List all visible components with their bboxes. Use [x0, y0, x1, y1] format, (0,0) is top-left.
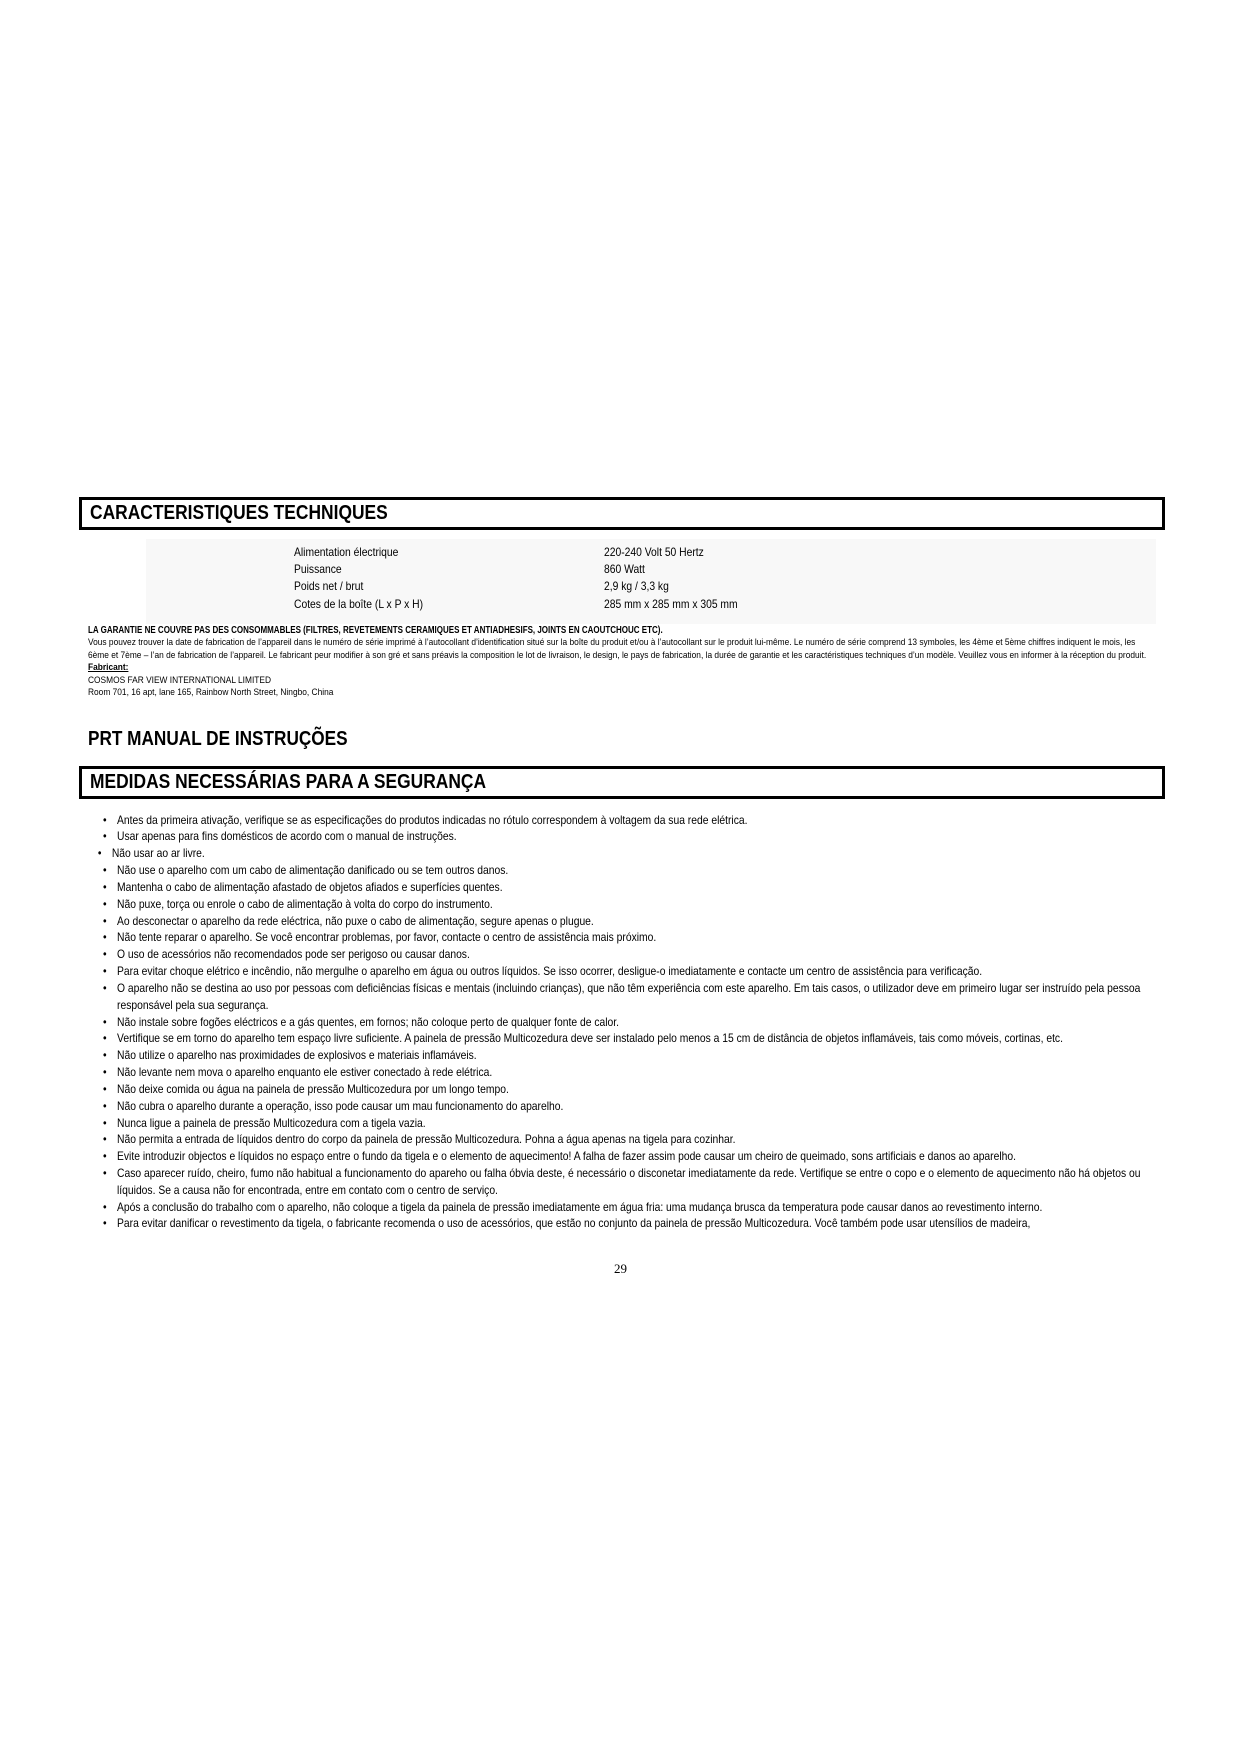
bullet-icon: •	[103, 1132, 107, 1147]
list-item-text: Não levante nem mova o aparelho enquanto ele estiver conectado à rede elétrica.	[117, 1065, 493, 1080]
bullet-icon: •	[103, 829, 107, 844]
bullet-icon: •	[103, 947, 107, 962]
list-item	[103, 1098, 1160, 1115]
spec-row-power-supply	[294, 544, 994, 561]
bullet-icon: •	[103, 1199, 107, 1214]
list-item-text: O aparelho não se destina ao uso por pessoas com deficiências físicas e mentais (incluindo crianças), que não têm experiência com este aparelho. Em tais casos, o utilizador deve em primeiro lugar ser instruído pela pessoa responsável pela sua segurança.	[117, 980, 1141, 1012]
bullet-icon: •	[103, 980, 107, 995]
list-item-text: Não tente reparar o aparelho. Se você encontrar problemas, por favor, contacte o centro de assistência mais próximo.	[117, 930, 657, 945]
spec-label: Puissance	[294, 562, 342, 577]
warranty-info-paragraph: Vous pouvez trouver la date de fabrication de l’appareil dans le numéro de série imprimé à l’autocollant d’identification situé sur la boîte du produit et/ou à l’autocollant sur le produit lui-même. Le numéro de série comprend 13 symboles, les 4ème et 5ème chiffres indiquent le mois, les 6ème et 7ème – l’an de fabrication de l’appareil. Le fabricant peur modifier à son gré et sans préavis la composition le lot de livraison, le design, le pays de fabrication, la durée de garantie et les caractéristiques techniques d’un modèle. Veuillez vous en informer à la réception du produit.	[88, 637, 1147, 661]
list-item	[103, 1115, 1160, 1132]
tech-specs-header-box	[79, 497, 1165, 530]
list-item	[103, 1215, 1160, 1232]
bullet-icon: •	[103, 1014, 107, 1029]
bullet-icon: •	[97, 846, 102, 861]
list-item	[103, 879, 1160, 896]
list-item-text: Não utilize o aparelho nas proximidades de explosivos e materiais inflamáveis.	[117, 1048, 477, 1063]
spec-value: 285 mm x 285 mm x 305 mm	[604, 596, 738, 611]
list-item	[103, 862, 1160, 879]
list-item-text: Usar apenas para fins domésticos de acordo com o manual de instruções.	[117, 829, 457, 844]
list-item	[103, 1014, 1160, 1031]
manufacturer-name: COSMOS FAR VIEW INTERNATIONAL LIMITED	[88, 674, 272, 686]
list-item-text: Caso aparecer ruído, cheiro, fumo não habitual a funcionamento do apareho ou falha óbvia deste, é necessário o disconetar imediatamente da rede. Vertifique se entre o copo e o elemento de aquecimento não há objetos ou líquidos. Se a causa não for encontrada, entre em contato com o centro de serviço.	[117, 1165, 1141, 1197]
list-item-text: Não deixe comida ou água na painela de pressão Multicozedura por um longo tempo.	[117, 1081, 509, 1096]
warranty-notice: LA GARANTIE NE COUVRE PAS DES CONSOMMABLES (FILTRES, REVETEMENTS CERAMIQUES ET ANTIADHESIFS, JOINTS EN CAOUTCHOUC ETC).	[88, 625, 663, 636]
list-item-text: Nunca ligue a painela de pressão Multicozedura com a tigela vazia.	[117, 1115, 426, 1130]
bullet-icon: •	[103, 1216, 107, 1231]
list-item-text: O uso de acessórios não recomendados pode ser perigoso ou causar danos.	[117, 947, 470, 962]
list-item	[103, 980, 1160, 1014]
spec-label: Alimentation électrique	[294, 545, 399, 559]
tech-specs-title: CARACTERISTIQUES TECHNIQUES	[90, 502, 388, 524]
manufacturer-label: Fabricant:	[88, 662, 129, 674]
list-item-text: Para evitar danificar o revestimento da tigela, o fabricante recomenda o uso de acessórios, que estão no conjunto da painela de pressão Multicozedura. Você também pode usar utensílios de madeira,	[117, 1216, 1031, 1231]
list-item-text: Não instale sobre fogões eléctricos e a gás quentes, em fornos; não coloque perto de qualquer fonte de calor.	[117, 1014, 620, 1029]
bullet-icon: •	[103, 930, 107, 945]
safety-header-box	[79, 766, 1165, 799]
list-item	[103, 1148, 1160, 1165]
list-item	[103, 896, 1160, 913]
bullet-icon: •	[103, 1048, 107, 1063]
list-item	[103, 963, 1160, 980]
list-item	[103, 1199, 1160, 1216]
bullet-icon: •	[103, 812, 107, 827]
bullet-icon: •	[103, 964, 107, 979]
spec-row-box-dimensions	[294, 596, 994, 613]
list-item	[103, 1131, 1160, 1148]
list-item	[103, 1081, 1160, 1098]
list-item	[103, 929, 1160, 946]
spec-row-power	[294, 561, 994, 578]
manufacturer-address: Room 701, 16 apt, lane 165, Rainbow North Street, Ningbo, China	[88, 687, 334, 699]
bullet-icon: •	[103, 1165, 107, 1180]
manual-title: PRT MANUAL DE INSTRUÇÕES	[88, 728, 348, 750]
safety-list	[97, 812, 1160, 1233]
tech-specs-table	[294, 544, 994, 613]
bullet-icon: •	[103, 863, 107, 878]
list-item-text: Não permita a entrada de líquidos dentro do corpo da painela de pressão Multicozedura. Pohna a água apenas na tigela para cozinhar.	[117, 1132, 736, 1147]
spec-value: 220-240 Volt 50 Hertz	[604, 545, 704, 559]
warranty-info-block	[88, 637, 1156, 700]
bullet-icon: •	[103, 879, 107, 894]
bullet-icon: •	[103, 1098, 107, 1113]
list-item-text: Não cubra o aparelho durante a operação, isso pode causar um mau funcionamento do aparelho.	[117, 1098, 564, 1113]
list-item	[103, 1165, 1160, 1199]
list-item-text: Não usar ao ar livre.	[111, 846, 205, 861]
bullet-icon: •	[103, 1065, 107, 1080]
list-item-text: Vertifique se em torno do aparelho tem espaço livre suficiente. A painela de pressão Multicozedura deve ser instalado pelo menos a 15 cm de distância de objetos inflamáveis, tais como móveis, cortinas, etc.	[117, 1031, 1063, 1046]
list-item-text: Antes da primeira ativação, verifique se as especificações do produtos indicadas no rótulo correspondem à voltagem da sua rede elétrica.	[117, 812, 748, 827]
list-item	[103, 1030, 1160, 1047]
bullet-icon: •	[103, 1115, 107, 1130]
bullet-icon: •	[103, 896, 107, 911]
bullet-icon: •	[103, 1031, 107, 1046]
list-item-text: Evite introduzir objectos e líquidos no espaço entre o fundo da tigela e o elemento de aquecimento! A falha de fazer assim pode causar um cheiro de queimado, sons artificiais e danos ao aparelho.	[117, 1149, 1016, 1164]
list-item-text: Não use o aparelho com um cabo de alimentação danificado ou se tem outros danos.	[117, 863, 509, 878]
spec-row-weight	[294, 578, 994, 595]
list-item	[98, 845, 1155, 862]
spec-value: 860 Watt	[604, 562, 645, 577]
list-item	[103, 812, 1160, 829]
page-number: 29	[614, 1261, 627, 1276]
list-item	[103, 1047, 1160, 1064]
list-item	[103, 946, 1160, 963]
spec-value: 2,9 kg / 3,3 kg	[604, 579, 669, 594]
list-item-text: Ao desconectar o aparelho da rede eléctrica, não puxe o cabo de alimentação, segure apenas o plugue.	[117, 913, 594, 928]
bullet-icon: •	[103, 1081, 107, 1096]
spec-label: Cotes de la boîte (L x P x H)	[294, 596, 424, 611]
bullet-icon: •	[103, 913, 107, 928]
list-item-text: Não puxe, torça ou enrole o cabo de alimentação à volta do corpo do instrumento.	[117, 896, 493, 911]
list-item	[103, 828, 1160, 845]
list-item-text: Mantenha o cabo de alimentação afastado de objetos afiados e superfícies quentes.	[117, 879, 503, 894]
safety-title: MEDIDAS NECESSÁRIAS PARA A SEGURANÇA	[90, 771, 487, 793]
list-item	[103, 1064, 1160, 1081]
list-item	[103, 913, 1160, 930]
bullet-icon: •	[103, 1149, 107, 1164]
spec-label: Poids net / brut	[294, 579, 364, 594]
list-item-text: Após a conclusão do trabalho com o aparelho, não coloque a tigela da painela de pressão imediatamente em água fria: uma mudança brusca da temperatura pode causar danos ao revestimento interno.	[117, 1199, 1043, 1214]
list-item-text: Para evitar choque elétrico e incêndio, não mergulhe o aparelho em água ou outros líquidos. Se isso ocorrer, desligue-o imediatamente e contacte um centro de assistência para verificação.	[117, 964, 983, 979]
